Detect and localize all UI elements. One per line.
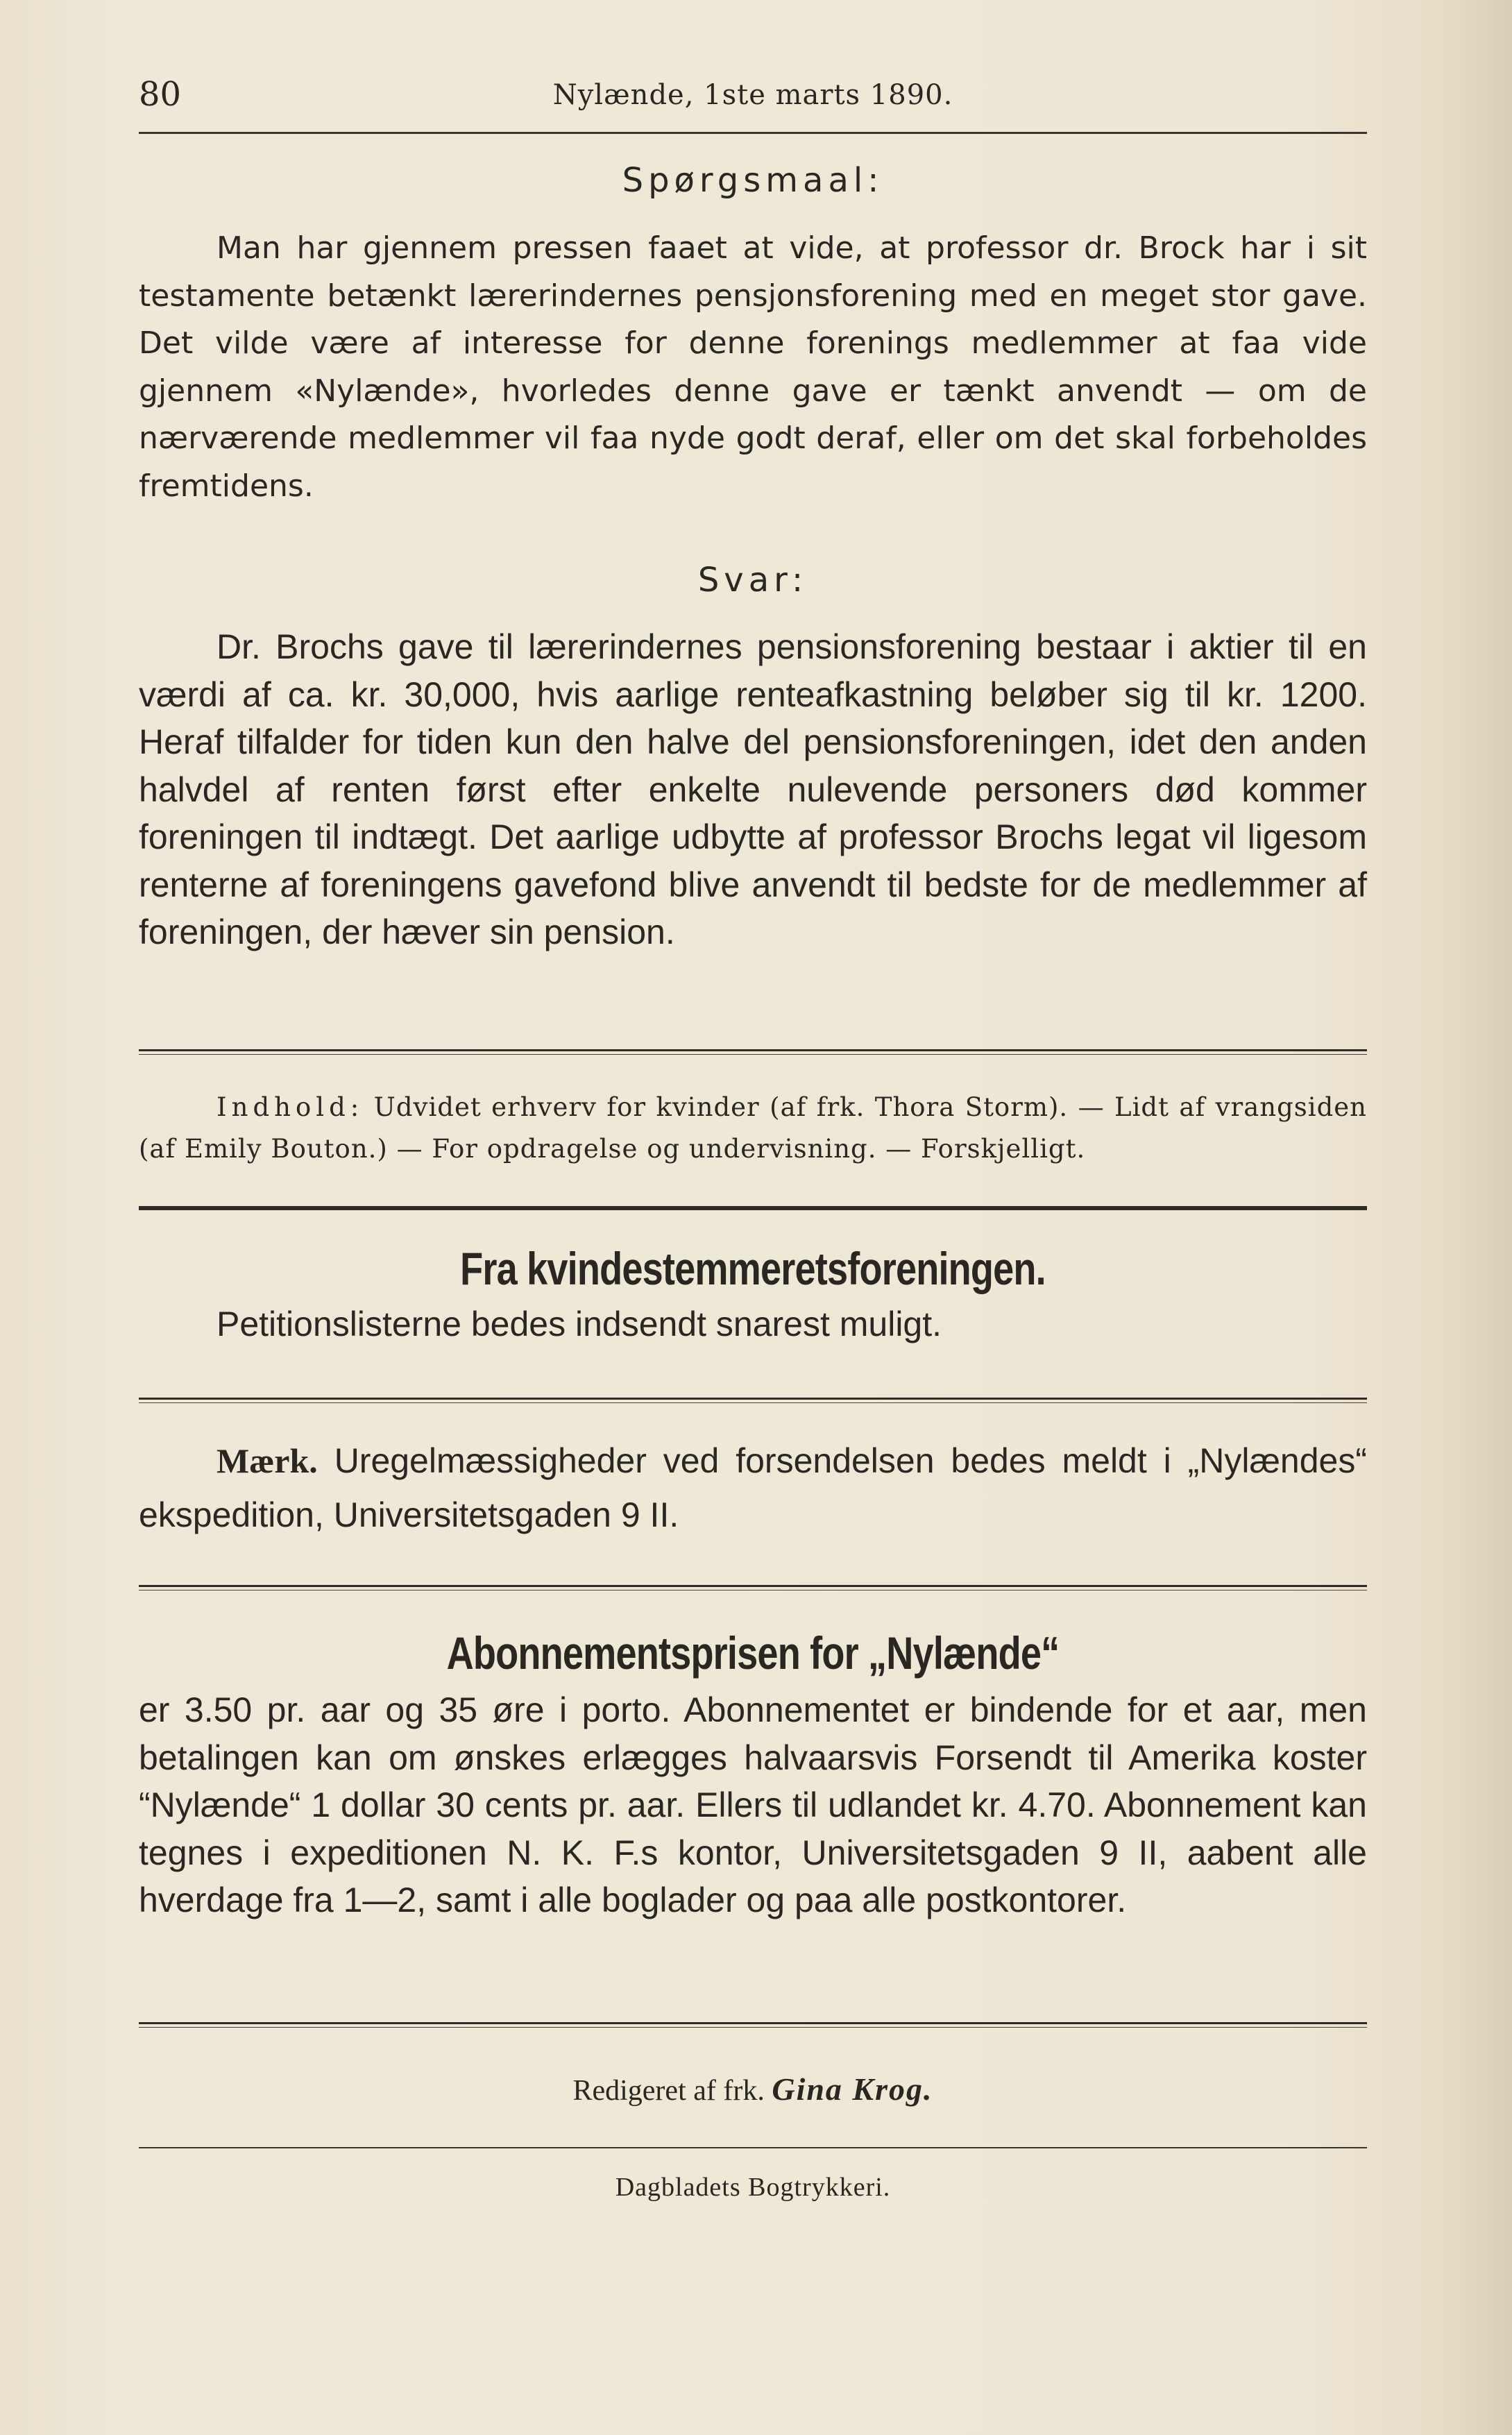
page-number: 80 (139, 75, 182, 114)
subscription-notice (139, 1627, 1367, 1924)
question-text: Man har gjennem pressen faaet at vide, at professor dr. Brock har i sit testamente betænkt lærerindernes pensjonsforening med en meget stor gave. Det vilde være af interesse for denne forenings medlemmer at faa vide gjennem «Nylænde», hvorledes denne gave er tænkt anvendt — om de nærværende medlemmer vil faa nyde godt deraf, eller om det skal forbeholdes fremtidens. (139, 230, 1367, 504)
divider (139, 2147, 1367, 2148)
divider (139, 1398, 1367, 1403)
page-header (139, 69, 1367, 134)
question-section (139, 161, 1367, 510)
suffrage-heading: Fra kvindestemmeretsforeningen. (460, 1243, 1046, 1294)
question-heading: Spørgsmaal: (622, 161, 884, 200)
answer-heading: Svar: (697, 561, 808, 600)
contents-section (139, 1087, 1367, 1170)
divider (139, 1206, 1367, 1210)
subscription-heading: Abonnementsprisen for „Nylænde“ (446, 1627, 1060, 1679)
mark-notice (139, 1434, 1367, 1542)
editor-prefix: Redigeret af frk. (572, 2075, 765, 2107)
suffrage-text: Petitionslisterne bedes indsendt snarest muligt. (216, 1305, 942, 1343)
editor-name: Gina Krog. (772, 2071, 933, 2107)
editor-line (139, 2071, 1367, 2107)
subscription-text: er 3.50 pr. aar og 35 øre i porto. Abonnementet er bindende for et aar, men betalingen kan om ønskes erlægges halvaarsvis Forsendt til Amerika koster “Nylænde“ 1 dollar 30 cents pr. aar. Ellers til udlandet kr. 4.70. Abonnement kan tegnes i expeditionen N. K. F.s kontor, Universitetsgaden 9 II, aabent alle hverdage fra 1—2, samt i alle boglader og paa alle postkontorer. (139, 1690, 1367, 1919)
printer-line (139, 2172, 1367, 2203)
running-title: Nylænde, 1ste marts 1890. (552, 79, 953, 111)
divider (139, 1049, 1367, 1055)
printer-name: Dagbladets Bogtrykkeri. (615, 2173, 891, 2202)
suffrage-notice (139, 1242, 1367, 1348)
contents-text: Udvidet erhverv for kvinder (af frk. Thora Storm). — Lidt af vrangsiden (af Emily Bouton.) — For opdragelse og undervisning. — Forskjelligt. (139, 1092, 1367, 1164)
divider (139, 2022, 1367, 2028)
answer-section (139, 561, 1367, 956)
divider (139, 1585, 1367, 1590)
mark-text: Uregelmæssigheder ved forsendelsen bedes meldt i „Nylændes“ ekspedition, Universitetsgaden 9 II. (139, 1441, 1367, 1534)
answer-text: Dr. Brochs gave til lærerindernes pensionsforening bestaar i aktier til en værdi af ca. kr. 30,000, hvis aarlige renteafkastning beløber sig til kr. 1200. Heraf tilfalder for tiden kun den halve del pensionsforeningen, idet den anden halvdel af renten først efter enkelte nulevende personers død kommer foreningen til indtægt. Det aarlige udbytte af professor Brochs legat vil ligesom renterne af foreningens gavefond blive anvendt til bedste for de medlemmer af foreningen, der hæver sin pension. (139, 627, 1367, 951)
contents-label: Indhold: (216, 1092, 364, 1122)
mark-label: Mærk. (216, 1441, 318, 1480)
